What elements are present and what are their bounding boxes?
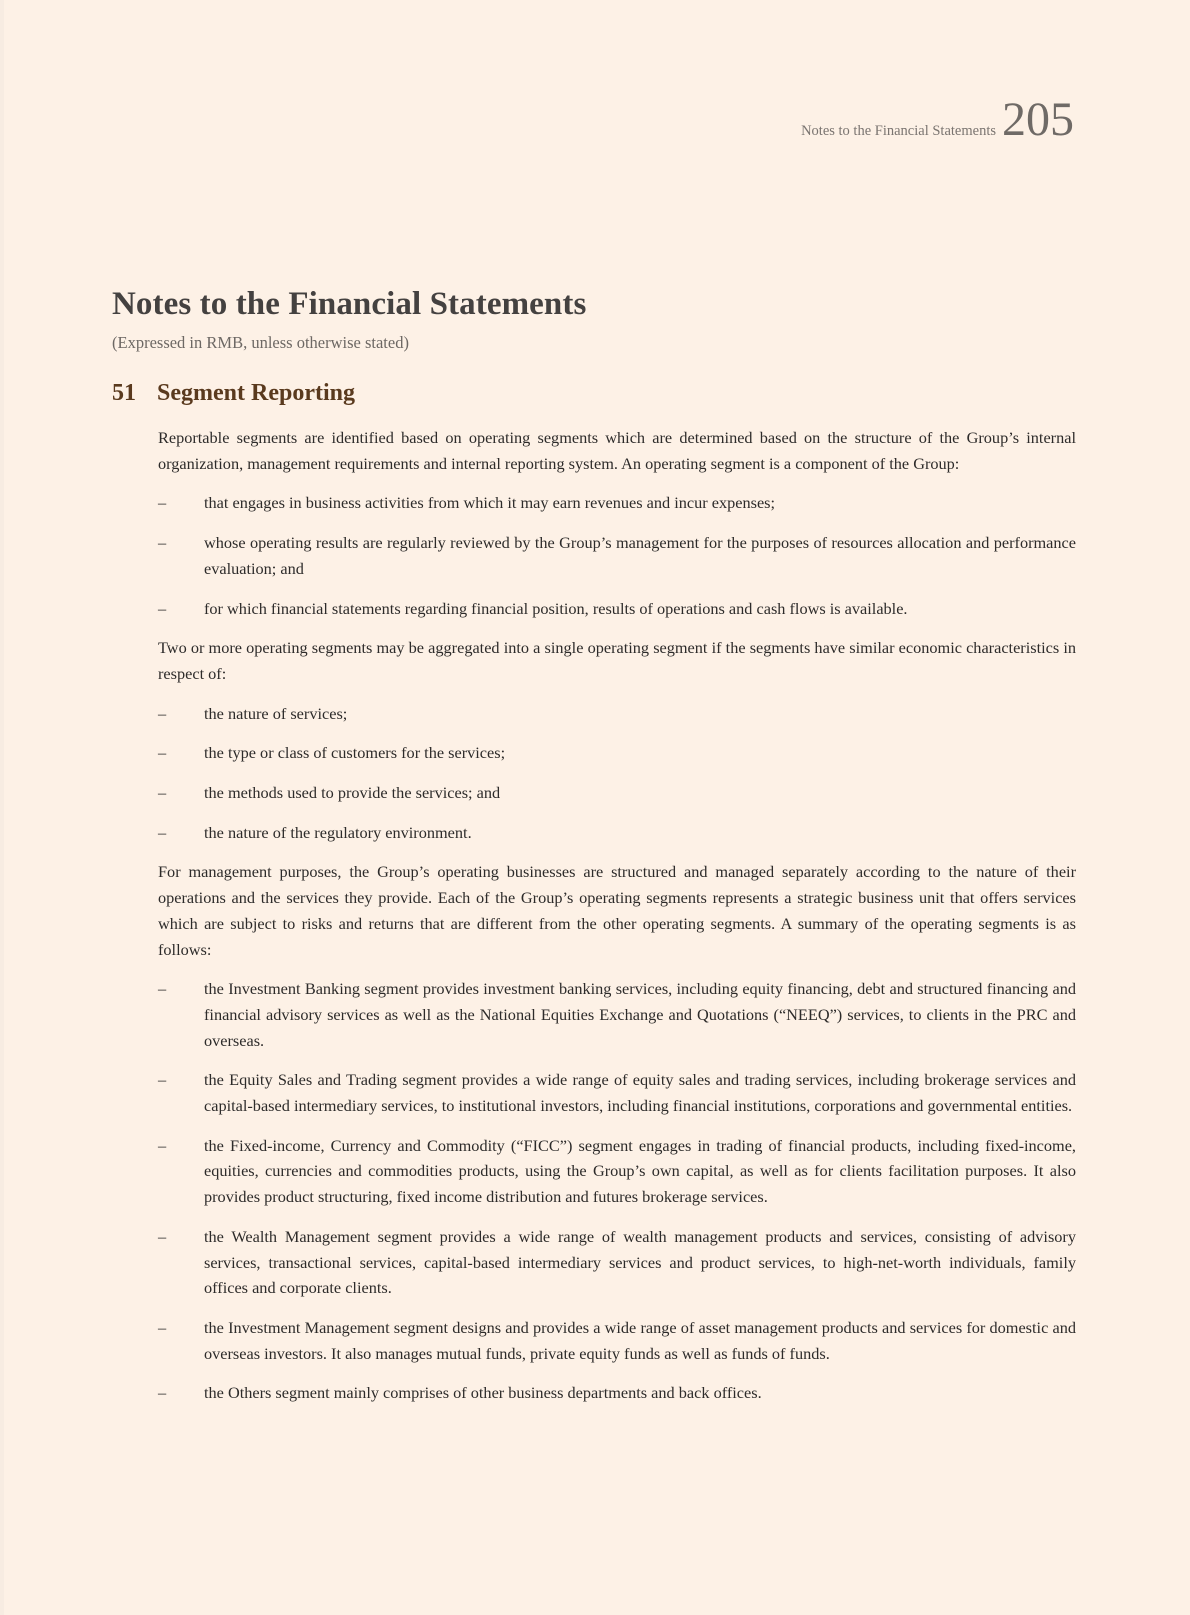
aggregation-paragraph: Two or more operating segments may be aggregated into a single operating segment if the segments have similar economic characteristics in respect of: xyxy=(158,638,1076,683)
page-subtitle: (Expressed in RMB, unless otherwise stated) xyxy=(112,333,409,352)
list-item-text: that engages in business activities from which it may earn revenues and incur expenses; xyxy=(204,493,776,513)
dash-bullet-icon: – xyxy=(158,822,167,842)
list-item xyxy=(158,530,1076,581)
dash-bullet-icon: – xyxy=(158,1070,167,1090)
section-number: 51 xyxy=(112,380,136,406)
page-edge xyxy=(0,0,4,1615)
page-title: Notes to the Financial Statements xyxy=(112,286,587,322)
segment-item-equity-sales-trading xyxy=(158,1067,1076,1118)
segment-description: the Fixed-income, Currency and Commodity (“FICC”) segment engages in trading of financial products, including fixed-income, equities, currencies and commodities products, using the Group’s own capital, as well as for clients facilitation purposes. It also provides product structuring, fixed income distribution and futures brokerage services. xyxy=(204,1135,1076,1207)
list-item xyxy=(158,701,1076,727)
page-number: 205 xyxy=(1002,93,1074,146)
list-item-text: the methods used to provide the services; and xyxy=(204,783,501,803)
segment-item-investment-management xyxy=(158,1315,1076,1366)
section-title: Segment Reporting xyxy=(157,380,355,406)
segment-description: the Wealth Management segment provides a wide range of wealth management products and services, consisting of advisory services, transactional services, capital-based intermediary services and product services, to high-net-worth individuals, family offices and corporate clients. xyxy=(204,1226,1076,1298)
intro-paragraph: Reportable segments are identified based on operating segments which are determined based on the structure of the Group’s internal organization, management requirements and internal reporting system. An operating segment is a component of the Group: xyxy=(158,428,1076,473)
segment-description: the Investment Banking segment provides investment banking services, including equity financing, debt and structured financing and financial advisory services as well as the National Equities Exchange and Quotations (“NEEQ”) services, to clients in the PRC and overseas. xyxy=(204,979,1076,1050)
segment-description: the Equity Sales and Trading segment provides a wide range of equity sales and trading services, including brokerage services and capital-based intermediary services, to institutional investors, including financial institutions, corporations and governmental entities. xyxy=(204,1070,1076,1116)
running-header-title: Notes to the Financial Statements xyxy=(801,123,996,139)
segment-description: the Others segment mainly comprises of other business departments and back offices. xyxy=(204,1383,762,1403)
running-header xyxy=(801,93,1074,146)
body-content xyxy=(158,425,1076,1420)
dash-bullet-icon: – xyxy=(158,1135,167,1155)
segment-item-wealth-management xyxy=(158,1224,1076,1301)
list-item xyxy=(158,596,1076,622)
section-heading xyxy=(112,380,355,407)
dash-bullet-icon: – xyxy=(158,1226,167,1246)
list-item xyxy=(158,490,1076,516)
list-item xyxy=(158,740,1076,766)
list-item-text: the nature of services; xyxy=(204,703,348,723)
management-paragraph: For management purposes, the Group’s operating businesses are structured and managed separately according to the nature of their operations and the services they provide. Each of the Group’s operating segments represents a strategic business unit that offers services which are subject to risks and returns that are different from the other operating segments. A summary of the operating segments is as follows: xyxy=(158,862,1076,959)
dash-bullet-icon: – xyxy=(158,1317,167,1337)
list-item-text: whose operating results are regularly reviewed by the Group’s management for the purposes of resources allocation and performance evaluation; and xyxy=(204,533,1076,578)
list-item xyxy=(158,780,1076,806)
list-item-text: the nature of the regulatory environment. xyxy=(204,822,472,842)
dash-bullet-icon: – xyxy=(158,533,167,553)
segment-description: the Investment Management segment designs and provides a wide range of asset management products and services for domestic and overseas investors. It also manages mutual funds, private equity funds as well as funds of funds. xyxy=(204,1317,1076,1363)
dash-bullet-icon: – xyxy=(158,703,167,723)
segment-item-investment-banking xyxy=(158,976,1076,1053)
segment-item-others xyxy=(158,1380,1076,1406)
list-item xyxy=(158,820,1076,846)
list-item-text: for which financial statements regarding financial position, results of operations and cash flows is available. xyxy=(204,598,908,618)
list-item-text: the type or class of customers for the services; xyxy=(204,743,506,763)
dash-bullet-icon: – xyxy=(158,493,167,513)
dash-bullet-icon: – xyxy=(158,598,167,618)
dash-bullet-icon: – xyxy=(158,743,167,763)
dash-bullet-icon: – xyxy=(158,783,167,803)
dash-bullet-icon: – xyxy=(158,1383,167,1403)
dash-bullet-icon: – xyxy=(158,979,167,999)
segment-item-ficc xyxy=(158,1133,1076,1210)
